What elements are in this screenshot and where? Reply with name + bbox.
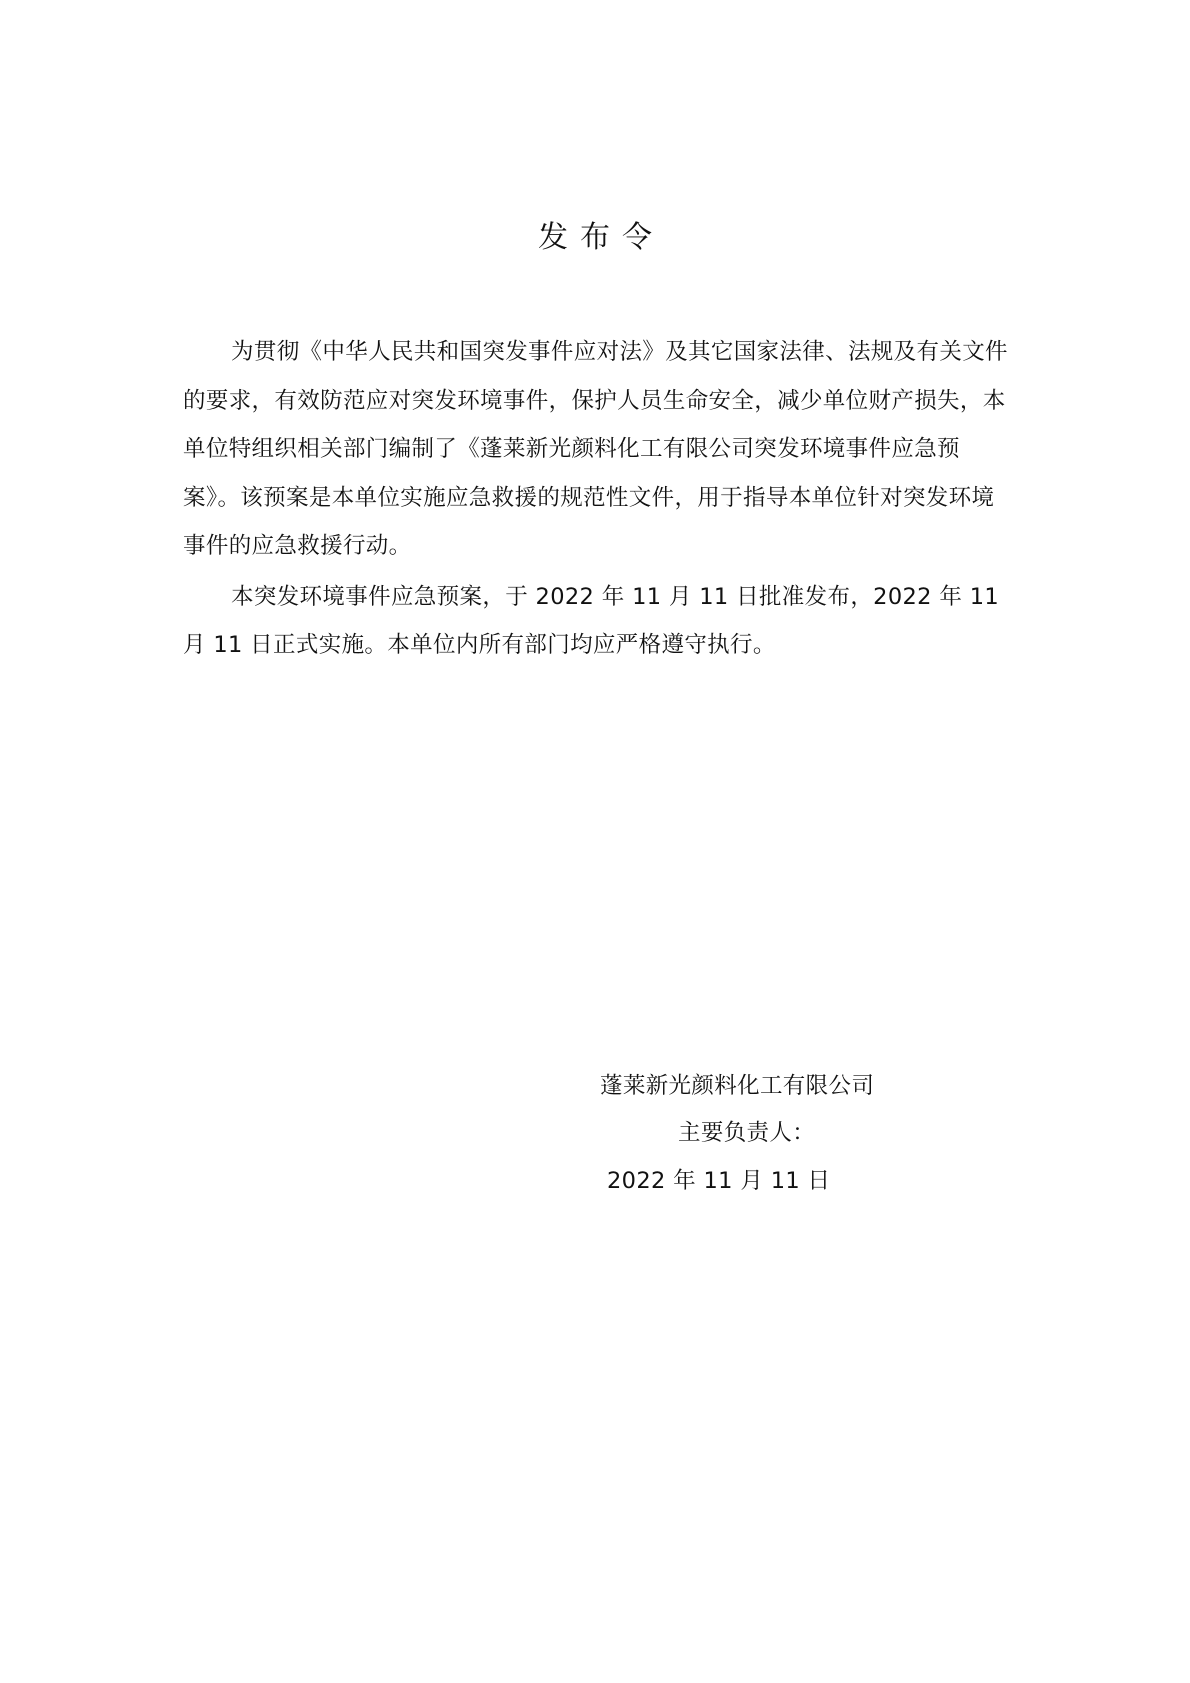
document-body: [183, 328, 1013, 672]
paragraph-purpose: 为贯彻《中华人民共和国突发事件应对法》及其它国家法律、法规及有关文件的要求，有效防范应对突发环境事件，保护人员生命安全，减少单位财产损失，本单位特组织相关部门编制了《蓬莱新光颜料化工有限公司突发环境事件应急预案》。该预案是本单位实施应急救援的规范性文件，用于指导本单位针对突发环境事件的应急救援行动。: [183, 339, 1008, 559]
document-title: 发布令: [538, 220, 664, 255]
signature-responsible-person: 主要负责人：: [678, 1120, 816, 1146]
paragraph-effective-date: 本突发环境事件应急预案，于 2022 年 11 月 11 日批准发布，2022 年 11 月 11 日正式实施。本单位内所有部门均应严格遵守执行。: [183, 583, 1000, 658]
signature-date: 2022 年 11 月 11 日: [607, 1168, 831, 1194]
signature-company: 蓬莱新光颜料化工有限公司: [600, 1073, 875, 1099]
